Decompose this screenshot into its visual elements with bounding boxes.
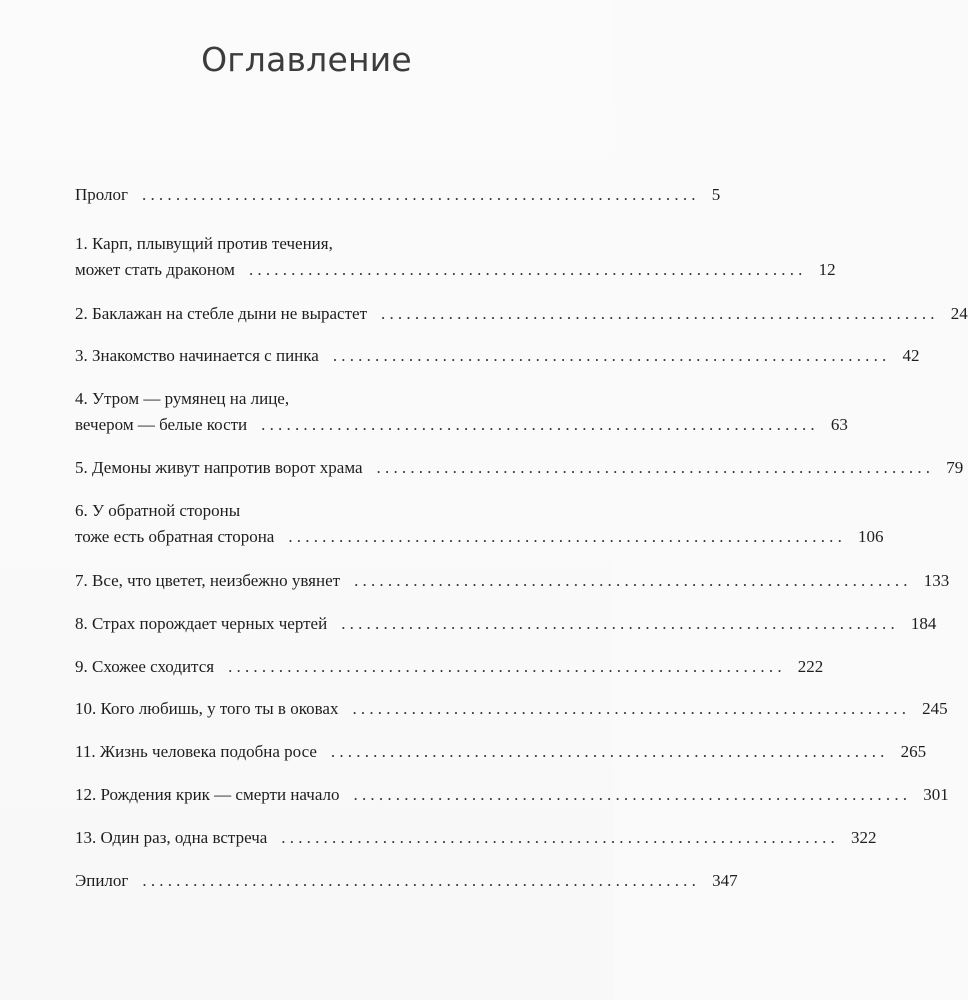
toc-page-number: 5 (711, 185, 721, 204)
dot-leader: .................................................................. (353, 785, 912, 804)
toc-page-number: 322 (851, 828, 877, 847)
toc-entry-title: 11. Жизнь человека подобна росе (75, 742, 317, 761)
toc-entry-epilogue (75, 870, 738, 891)
dot-leader: .................................................................. (288, 527, 847, 546)
dot-leader: .................................................................. (142, 185, 700, 204)
toc-entry-title: 8. Страх порождает черных чертей (75, 614, 328, 633)
toc-entry-title: 4. Утром — румянец на лице, (75, 389, 290, 408)
toc-page-number: 133 (923, 571, 950, 590)
toc-page-number: 265 (900, 742, 927, 761)
dot-leader: .................................................................. (248, 260, 807, 279)
toc-entry-chapter-11 (75, 741, 927, 762)
toc-entry-prologue (75, 184, 721, 205)
toc-entry-chapter-13 (75, 827, 877, 848)
toc-entry-title: 1. Карп, плывущий против течения, (75, 234, 333, 253)
toc-entry-title: 13. Один раз, одна встреча (75, 828, 268, 847)
dot-leader: .................................................................. (376, 458, 935, 477)
toc-entry-title: 5. Демоны живут напротив ворот храма (75, 458, 363, 477)
dot-leader: .................................................................. (332, 346, 891, 365)
toc-entry-chapter-3 (75, 345, 920, 366)
dot-leader: .................................................................. (261, 415, 819, 434)
toc-entry-title-continued: может стать драконом (75, 260, 235, 279)
toc-entry-chapter-8 (75, 613, 937, 634)
dot-leader: .................................................................. (341, 614, 899, 633)
toc-entry-chapter-12 (75, 784, 949, 805)
toc-page-number: 79 (946, 458, 964, 477)
toc-page-number: 222 (797, 657, 824, 676)
toc-entry-chapter-7 (75, 570, 950, 591)
toc-entry-title-continued: вечером — белые кости (75, 415, 248, 434)
dot-leader: .................................................................. (142, 871, 701, 890)
dot-leader: .................................................................. (354, 571, 912, 590)
dot-leader: .................................................................. (330, 742, 889, 761)
toc-entry-title: 7. Все, что цветет, неизбежно увянет (75, 571, 341, 590)
dot-leader: .................................................................. (228, 657, 786, 676)
toc-page-number: 301 (923, 785, 949, 804)
toc-page-number: 24 (950, 304, 968, 323)
toc-page-number: 347 (712, 871, 738, 890)
page-title: Оглавление (201, 40, 412, 79)
dot-leader: .................................................................. (381, 304, 939, 323)
toc-entry-chapter-6 (75, 500, 884, 547)
toc-entry-title: 3. Знакомство начинается с пинка (75, 346, 319, 365)
toc-entry-chapter-9 (75, 656, 824, 677)
toc-page-number: 245 (922, 699, 948, 718)
toc-entry-chapter-1 (75, 233, 836, 280)
dot-leader: .................................................................. (281, 828, 839, 847)
toc-entry-title-continued: тоже есть обратная сторона (75, 527, 275, 546)
toc-entry-title: Пролог (75, 185, 129, 204)
toc-entry-title: 6. У обратной стороны (75, 501, 241, 520)
dot-leader: .................................................................. (352, 699, 911, 718)
toc-entry-chapter-4 (75, 388, 848, 435)
toc-entry-chapter-5 (75, 457, 964, 478)
toc-entry-title: 2. Баклажан на стебле дыни не вырастет (75, 304, 368, 323)
toc-page-number: 184 (910, 614, 937, 633)
toc-page-number: 42 (902, 346, 920, 365)
toc-entry-chapter-2 (75, 303, 968, 324)
toc-entry-title: 10. Кого любишь, у того ты в оковах (75, 699, 339, 718)
toc-entry-title: 12. Рождения крик — смерти начало (75, 785, 340, 804)
toc-entry-chapter-10 (75, 698, 948, 719)
toc-entry-title: Эпилог (75, 871, 129, 890)
toc-page-number: 63 (830, 415, 848, 434)
toc-page-number: 12 (818, 260, 836, 279)
toc-entry-title: 9. Схожее сходится (75, 657, 215, 676)
toc-page-number: 106 (858, 527, 884, 546)
